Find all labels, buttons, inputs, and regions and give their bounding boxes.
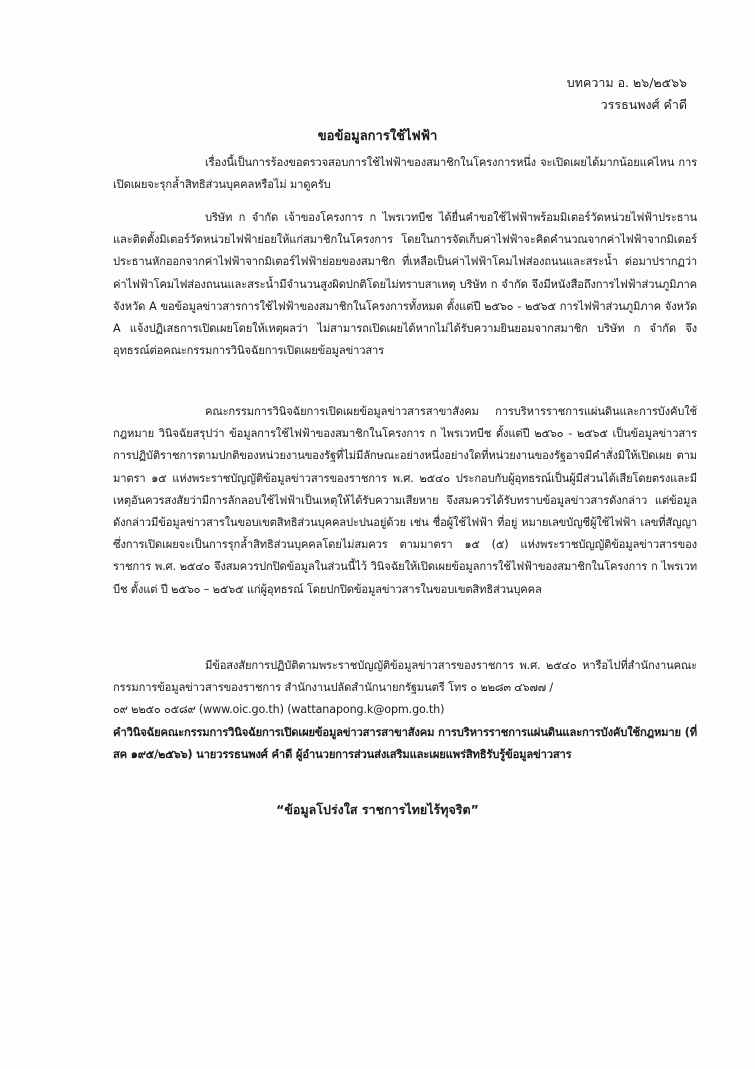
paragraph-reference: คำวินิจฉัยคณะกรรมการวินิจฉัยการเปิดเผยข้อมูลข่าวสารสาขาสังคม การบริหารราชการแผ่นดินและการบังคับใช้กฎหมาย (ที่ สค ๑๙๕/๒๕๖๖) นายวรรธนพงศ์ คำดี ผู้อำนวยการส่วนส่งเสริมและเผยแพร่สิทธิรับรู้ข้อมูลข่าวสาร <box>113 726 697 762</box>
document-header <box>567 72 687 116</box>
paragraph-contact <box>113 655 697 722</box>
paragraph-facts: บริษัท ก จำกัด เจ้าของโครงการ ก ไพรเวทบีช ได้ยื่นคำขอใช้ไฟฟ้าพร้อมมิเตอร์วัดหน่วยไฟฟ้าประธานและติดตั้งมิเตอร์วัดหน่วยไฟฟ้าย่อยให้แก่สมาชิกในโครงการ โดยในการจัดเก็บค่าไฟฟ้าจะคิดคำนวณจากค่าไฟฟ้าจากมิเตอร์ประธานหักออกจากค่าไฟฟ้าจากมิเตอร์ไฟฟ้าย่อยของสมาชิก ที่เหลือเป็นค่าไฟฟ้าโคมไฟส่องถนนและสระน้ำ ต่อมาปรากฏว่า ค่าไฟฟ้าโคมไฟส่องถนนและสระน้ำมีจำนวนสูงผิดปกติโดยไม่ทราบสาเหตุ บริษัท ก จำกัด จึงมีหนังสือถึงการไฟฟ้าส่วนภูมิภาค จังหวัด A ขอข้อมูลข่าวสารการใช้ไฟฟ้าของสมาชิกในโครงการทั้งหมด ตั้งแต่ปี ๒๕๖๐ - ๒๕๖๕ การไฟฟ้าส่วนภูมิภาค จังหวัด A แจ้งปฏิเสธการเปิดเผยโดยให้เหตุผลว่า ไม่สามารถเปิดเผยได้หากไม่ได้รับความยินยอมจากสมาชิก บริษัท ก จำกัด จึงอุทธรณ์ต่อคณะกรรมการวินิจฉัยการเปิดเผยข้อมูลข่าวสาร <box>113 211 697 358</box>
paragraph-ruling: คณะกรรมการวินิจฉัยการเปิดเผยข้อมูลข่าวสารสาขาสังคม การบริหารราชการแผ่นดินและการบังคับใช้กฎหมาย วินิจฉัยสรุปว่า ข้อมูลการใช้ไฟฟ้าของสมาชิกในโครงการ ก ไพรเวทบีช ตั้งแต่ปี ๒๕๖๐ - ๒๕๖๕ เป็นข้อมูลข่าวสารการปฏิบัติราชการตามปกติของหน่วยงานของรัฐที่ไม่มีลักษณะอย่างหนึ่งอย่างใดที่หน่วยงานของรัฐอาจมีคำสั่งมิให้เปิดเผย ตามมาตรา ๑๕ แห่งพระราชบัญญัติข้อมูลข่าวสารของราชการ พ.ศ. ๒๕๔๐ ประกอบกับผู้อุทธรณ์เป็นผู้มีส่วนได้เสียโดยตรงและมีเหตุอันควรสงสัยว่ามีการลักลอบใช้ไฟฟ้าเป็นเหตุให้ได้รับความเสียหาย จึงสมควรได้รับทราบข้อมูลข่าวสารดังกล่าว แต่ข้อมูลดังกล่าวมีข้อมูลข่าวสารในขอบเขตสิทธิส่วนบุคคลปะปนอยู่ด้วย เช่น ชื่อผู้ใช้ไฟฟ้า ที่อยู่ หมายเลขบัญชีผู้ใช้ไฟฟ้า เลขที่สัญญา ซึ่งการเปิดเผยจะเป็นการรุกล้ำสิทธิส่วนบุคคลโดยไม่สมควร ตามมาตรา ๑๕ (๕) แห่งพระราชบัญญัติข้อมูลข่าวสารของราชการ พ.ศ. ๒๕๔๐ จึงสมควรปกปิดข้อมูลในส่วนนี้ไว้ วินิจฉัยให้เปิดเผยข้อมูลการใช้ไฟฟ้าของสมาชิกในโครงการ ก ไพรเวทบีช ตั้งแต่ ปี ๒๕๖๐ – ๒๕๖๕ แก่ผู้อุทธรณ์ โดยปกปิดข้อมูลข่าวสารในขอบเขตสิทธิส่วนบุคคล <box>113 405 697 596</box>
slogan: “ข้อมูลโปร่งใส ราชการไทยไร้ทุจริต” <box>276 802 479 817</box>
article-number: บทความ อ. ๒๖/๒๕๖๖ <box>566 75 687 90</box>
contact-details: ๐๙ ๒๒๕๐ ๐๕๘๙ (www.oic.go.th) (wattanapong.k@opm.go.th) <box>113 703 445 717</box>
contact-text: มีข้อสงสัยการปฏิบัติตามพระราชบัญญัติข้อมูลข่าวสารของราชการ พ.ศ. ๒๕๔๐ หารือไปที่สำนักงานคณะกรรมการข้อมูลข่าวสารของราชการ สำนักงานปลัดสำนักนายกรัฐมนตรี โทร ๐ ๒๒๘๓ ๔๖๗๗ / <box>113 659 697 695</box>
document-title: ขอข้อมูลการใช้ไฟฟ้า <box>317 129 438 144</box>
paragraph-intro: เรื่องนี้เป็นการร้องขอตรวจสอบการใช้ไฟฟ้าของสมาชิกในโครงการหนึ่ง จะเปิดเผยได้มากน้อยแค่ไหน การเปิดเผยจะรุกล้ำสิทธิส่วนบุคคลหรือไม่ มาดูครับ <box>113 156 697 192</box>
author-name: วรรธนพงศ์ คำดี <box>600 97 687 112</box>
